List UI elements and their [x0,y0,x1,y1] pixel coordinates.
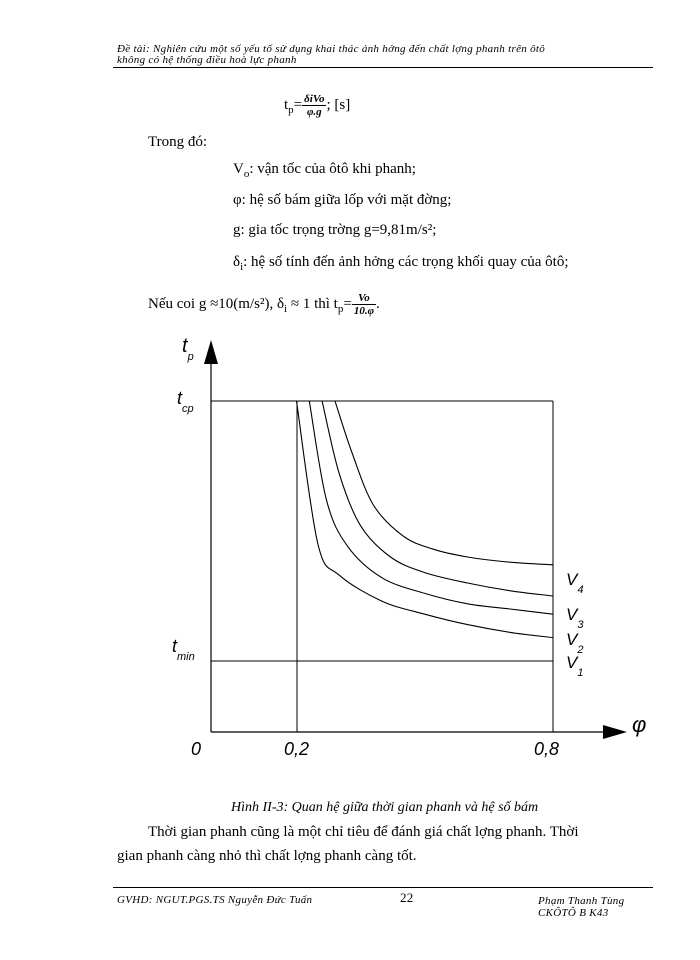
page-number: 22 [400,890,414,905]
x-tick-0-2: 0,2 [284,739,310,759]
x-tick-0: 0 [191,739,202,759]
footer-class: CKÔTÔ B K43 [538,907,609,919]
curve-v1 [297,401,554,638]
formula-lhs-sub: p [288,103,294,116]
curve-v3 [322,401,553,596]
header-title-line2: không có hệ thống điều hoà lực phanh [117,54,297,66]
x-axis-label: φ [632,712,647,737]
curve-v4 [335,401,553,565]
where-label: Trong đó: [148,134,208,150]
definition-text: : vận tốc của ôtô khi phanh; [249,161,416,177]
formula-denominator: φ.g [306,106,322,118]
formula-lhs: t [284,96,289,113]
approx-suffix: . [376,295,380,312]
footer-supervisor: GVHD: NGUT.PGS.TS Nguyễn Đức Tuấn [117,894,313,906]
series-label-v2: $V_2$ [566,630,584,656]
definition-symbol-sub: o [243,168,250,180]
definition-symbol-sub: i [240,261,244,273]
y-tick-tmin: $t_{min}$ [172,636,195,663]
x-tick-0-8: 0,8 [534,739,560,759]
y-tick-tcp: $t_{cp}$ [177,388,194,415]
x-axis-arrow [603,725,627,739]
definition-symbol: g [233,222,241,238]
y-axis-arrow [204,340,218,364]
approx-eq: = [343,295,352,312]
paragraph-line1: Thời gian phanh cũng là một chỉ tiêu để đánh giá chất lợng phanh. Thời [148,824,579,840]
definition-text: : hệ số bám giữa lốp với mặt đờng; [241,192,452,208]
definition-symbol: V [233,161,244,177]
approx-middle: ≈ 1 thì t [287,295,338,312]
series-label-v4: $V_4$ [566,570,584,596]
y-axis-label: $t_p$ [182,335,194,363]
caption-text: : Quan hệ giữa thời gian phanh và hệ số bám [283,800,539,815]
approx-sub-p: p [337,302,344,315]
definition-text: : gia tốc trọng trờng g=9,81m/s²; [240,222,437,238]
approx-prefix: Nếu coi g ≈10(m/s²), δ [148,295,285,312]
approx-numerator: Vo [352,292,376,305]
series-label-v1: $V_1$ [566,653,584,679]
caption-prefix: Hình II-3 [231,800,284,815]
paragraph-line2: gian phanh càng nhỏ thì chất lợng phanh càng tốt. [117,848,417,864]
approx-sub-i: i [284,302,288,315]
curves-group [297,401,554,638]
approx-denominator: 10.φ [353,305,374,317]
definition-symbol: φ [233,192,242,208]
series-label-v3: $V_3$ [566,605,584,631]
footer-rule [113,887,653,888]
header-title-line1: Đề tài: Nghiên cứu một số yếu tố sử dụng khai thác ảnh hởng đến chất lợng phanh trên ôtô [117,43,546,55]
curve-v2 [309,401,553,614]
footer-author: Phạm Thanh Tùng [538,895,625,907]
figure-caption [231,800,538,816]
formula-unit: ; [s] [326,96,351,113]
definition-symbol: δ [233,254,241,270]
formula-numerator: δiVo [304,93,325,105]
formula-eq: = [293,96,303,113]
definition-text: : hệ số tính đến ảnh hởng các trọng khối quay của ôtô; [243,254,569,270]
